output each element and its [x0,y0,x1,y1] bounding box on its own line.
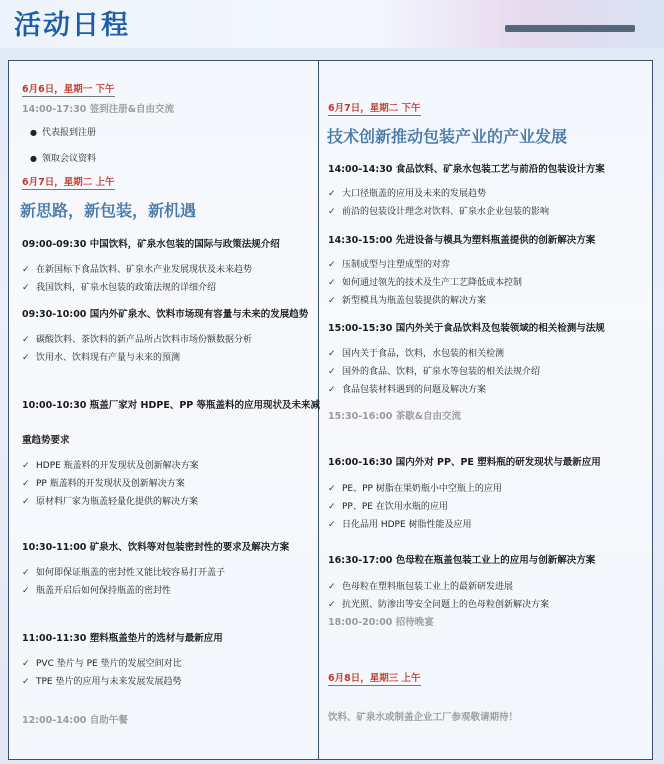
check-icon: ✓ [328,367,336,377]
check-icon: ✓ [22,497,30,507]
session-title: 14:30-15:00 先进设备与模具为塑料瓶盖提供的创新解决方案 [328,235,596,246]
check-icon: ✓ [328,502,336,512]
check-icon: ✓ [328,207,336,217]
dinner-reception: 18:00-20:00 招待晚宴 [328,617,434,628]
session-item: ✓ 新型模具为瓶盖包装提供的解决方案 [328,296,487,306]
session-item: ✓ 国外的食品、饮料，矿泉水等包装的相关法规介绍 [328,367,541,377]
check-icon: ✓ [22,283,30,293]
session-item: ✓ 饮用水、饮料现有产量与未来的预测 [22,353,181,363]
header-decoration [505,25,635,32]
session-item: ✓ 如何即保证瓶盖的密封性又能比较容易打开盖子 [22,568,226,578]
day1-bullet: ● 代表报到注册 [30,128,97,138]
check-icon: ✓ [328,520,336,530]
check-icon: ✓ [328,600,336,610]
check-icon: ✓ [22,586,30,596]
session-item: ✓ 色母粒在塑料瓶包装工业上的最新研发进展 [328,582,514,592]
day2-morning-date: 6月7日，星期二 上午 [22,174,115,190]
check-icon: ✓ [328,385,336,395]
check-icon: ✓ [328,349,336,359]
session-title: 09:00-09:30 中国饮料，矿泉水包装的国际与政策法规介绍 [22,239,280,250]
day1-checkin: 14:00-17:30 签到注册&自由交流 [22,104,175,115]
session-item: ✓ 压制成型与注塑成型的对弈 [328,260,451,270]
session-item: ✓ 如何通过领先的技术及生产工艺降低成本控制 [328,278,523,288]
session-item: ✓ 瓶盖开启后如何保持瓶盖的密封性 [22,586,172,596]
session-title-cont: 重趋势要求 [22,435,70,446]
session-item: ✓ PE、PP 树脂在果奶瓶小中空瓶上的应用 [328,484,502,494]
day1-date: 6月6日，星期一 下午 [22,81,115,97]
session-item: ✓ 我国饮料，矿泉水包装的政策法规的详细介绍 [22,283,217,293]
page-title: 活动日程 [14,10,130,41]
session-title: 10:00-10:30 瓶盖厂家对 HDPE、PP 等瓶盖料的应用现状及未来减 [22,400,321,411]
session-title: 15:00-15:30 国内外关于食品饮料及包装领域的相关检测与法规 [328,323,605,334]
check-icon: ✓ [328,484,336,494]
check-icon: ✓ [328,296,336,306]
session-title: 11:00-11:30 塑料瓶盖垫片的选材与最新应用 [22,633,223,644]
session-item: ✓ 碳酸饮料、茶饮料的新产品所占饮料市场份额数据分析 [22,335,253,345]
session-item: ✓ PP、PE 在饮用水瓶的应用 [328,502,448,512]
check-icon: ✓ [22,353,30,363]
session-title: 16:30-17:00 色母粒在瓶盖包装工业上的应用与创新解决方案 [328,555,596,566]
check-icon: ✓ [328,582,336,592]
day3-date: 6月8日，星期三 上午 [328,670,421,686]
session-item: ✓ 日化品用 HDPE 树脂性能及应用 [328,520,472,530]
lunch-break: 12:00-14:00 自助午餐 [22,715,128,726]
day2-afternoon-theme: 技术创新推动包装产业的产业发展 [327,127,568,146]
check-icon: ✓ [22,677,30,687]
session-item: ✓ HDPE 瓶盖料的开发现状及创新解决方案 [22,461,199,471]
session-title: 14:00-14:30 食品饮料、矿泉水包装工艺与前沿的包装设计方案 [328,164,605,175]
session-item: ✓ 抗光照、防渗出等安全问题上的色母粒创新解决方案 [328,600,550,610]
factory-visit: 饮料、矿泉水或制盖企业工厂参观敬请期待！ [328,712,519,723]
day1-bullet: ● 领取会议资料 [30,154,97,164]
session-item: ✓ PVC 垫片与 PE 垫片的发展空间对比 [22,659,182,669]
check-icon: ✓ [328,278,336,288]
tea-break: 15:30-16:00 茶歇&自由交流 [328,411,462,422]
session-title: 10:30-11:00 矿泉水、饮料等对包装密封性的要求及解决方案 [22,542,290,553]
session-item: ✓ TPE 垫片的应用与未来发展发展趋势 [22,677,182,687]
check-icon: ✓ [328,260,336,270]
session-title: 09:30-10:00 国内外矿泉水、饮料市场现有容量与未来的发展趋势 [22,309,309,320]
session-item: ✓ 国内关于食品，饮料，水包装的相关检测 [328,349,505,359]
check-icon: ✓ [328,189,336,199]
session-title: 16:00-16:30 国内外对 PP、PE 塑料瓶的研发现状与最新应用 [328,457,601,468]
session-item: ✓ 前沿的包装设计理念对饮料、矿泉水企业包装的影响 [328,207,550,217]
day2-morning-theme: 新思路，新包装，新机遇 [20,201,197,220]
session-item: ✓ PP 瓶盖料的开发现状及创新解决方案 [22,479,185,489]
session-item: ✓ 食品包装材料遇到的问题及解决方案 [328,385,487,395]
check-icon: ✓ [22,265,30,275]
day2-afternoon-date: 6月7日，星期二 下午 [328,100,421,116]
check-icon: ✓ [22,335,30,345]
check-icon: ✓ [22,568,30,578]
check-icon: ✓ [22,461,30,471]
check-icon: ✓ [22,659,30,669]
session-item: ✓ 大口径瓶盖的应用及未来的发展趋势 [328,189,487,199]
session-item: ✓ 在新国标下食品饮料、矿泉水产业发展现状及未来趋势 [22,265,253,275]
check-icon: ✓ [22,479,30,489]
session-item: ✓ 原材料厂家为瓶盖轻量化提供的解决方案 [22,497,199,507]
